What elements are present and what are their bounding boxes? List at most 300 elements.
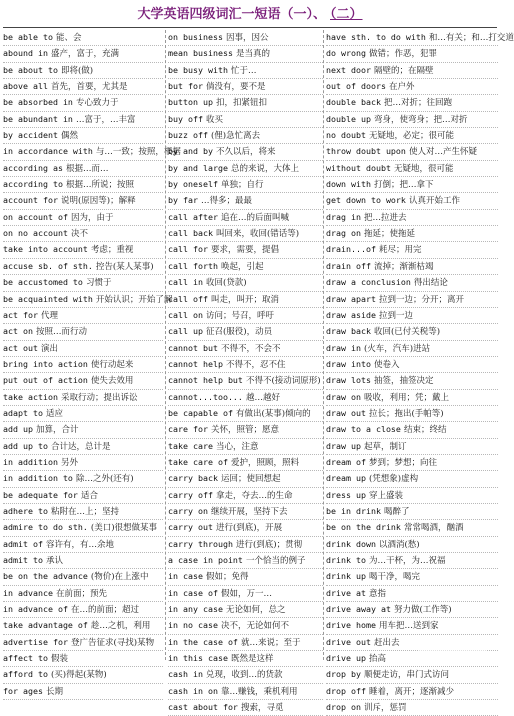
phrase-entry	[168, 471, 323, 487]
phrase-entry	[326, 161, 498, 177]
phrase-english: adhere to	[3, 505, 48, 516]
phrase-entry	[168, 602, 323, 618]
phrase-english: drink to	[326, 555, 366, 565]
phrase-english: buzz off	[168, 130, 208, 141]
phrase-english: on business	[168, 32, 223, 42]
phrase-entry	[3, 341, 163, 357]
phrase-chinese: 认真开始工作	[408, 196, 460, 207]
phrase-english: act out	[3, 342, 38, 353]
phrase-english: cash in	[168, 669, 203, 680]
phrase-entry	[168, 357, 323, 373]
phrase-english: drive up	[326, 653, 366, 664]
phrase-entry	[168, 95, 323, 111]
phrase-entry	[168, 569, 323, 585]
phrase-entry	[326, 210, 498, 226]
phrase-chinese: 在户外	[388, 82, 415, 93]
phrase-entry	[326, 79, 498, 95]
phrase-chinese: 另外	[60, 457, 78, 468]
phrase-entry	[326, 569, 498, 585]
phrase-english: by accident	[3, 130, 58, 141]
phrase-chinese: 合计达，总计是	[50, 441, 111, 452]
phrase-english: cannot but	[168, 342, 218, 353]
phrase-entry	[3, 488, 163, 504]
phrase-entry	[168, 193, 323, 209]
phrase-english: be acquainted with	[3, 293, 93, 304]
phrase-entry	[168, 488, 323, 504]
phrase-entry	[326, 177, 498, 193]
phrase-english: above all	[3, 81, 48, 92]
phrase-english: double up	[326, 113, 371, 124]
phrase-english: but for	[168, 81, 203, 92]
phrase-english: have sth. to do with	[326, 32, 426, 42]
phrase-entry	[3, 618, 163, 634]
phrase-entry	[168, 308, 323, 324]
phrase-entry	[168, 275, 323, 291]
phrase-english: drag on	[326, 228, 361, 239]
phrase-chinese: 结束；终结	[403, 425, 447, 436]
phrase-english: on account of	[3, 211, 68, 222]
phrase-english: be about to	[3, 64, 58, 75]
phrase-entry	[3, 439, 163, 455]
phrase-chinese: (俚)急忙离去	[210, 131, 261, 142]
phrase-entry	[168, 700, 323, 716]
page-title	[0, 4, 500, 26]
phrase-entry	[3, 586, 163, 602]
phrase-english: call up	[168, 326, 203, 337]
phrase-chinese: 因事，因公	[225, 33, 269, 43]
phrase-chinese: 和…有关；和…打交道	[428, 33, 514, 43]
phrase-entry	[3, 63, 163, 79]
phrase-entry	[168, 455, 323, 471]
phrase-chinese: 粘附在…上；坚持	[50, 506, 119, 517]
phrase-chinese: 收买	[205, 114, 223, 125]
phrase-english: in case	[168, 571, 203, 582]
phrase-chinese: 兑现，收到…的货款	[205, 670, 283, 681]
phrase-english: admire to do sth.	[3, 522, 88, 533]
phrase-chinese: 关怀，照管；愿意	[210, 425, 279, 436]
phrase-chinese: 做错；作恶，犯罪	[368, 49, 437, 60]
phrase-chinese: 追在…的后面叫喊	[220, 212, 289, 223]
phrase-english: draw up	[326, 440, 361, 451]
phrase-entry	[326, 292, 498, 308]
phrase-entry	[168, 504, 323, 520]
phrase-entry	[326, 455, 498, 471]
phrase-chinese: 总的来说，大体上	[230, 163, 299, 174]
phrase-english: be capable of	[168, 407, 233, 418]
phrase-entry	[326, 520, 498, 536]
phrase-chinese: 在前面；预先	[55, 588, 107, 599]
phrase-entry	[326, 128, 498, 144]
phrase-entry	[326, 684, 498, 700]
phrase-entry	[3, 292, 173, 308]
phrase-chinese: 扣，扣紧钮扣	[215, 98, 267, 109]
phrase-english: according to	[3, 179, 63, 190]
phrase-entry	[3, 308, 163, 324]
phrase-english: drive home	[326, 620, 376, 631]
phrase-english: advertise for	[3, 636, 68, 647]
phrase-chinese: 越…越好	[245, 392, 280, 403]
phrase-entry	[3, 651, 163, 667]
phrase-english: be absorbed in	[3, 97, 73, 108]
phrase-english: act on	[3, 326, 33, 337]
phrase-entry	[326, 700, 498, 716]
phrase-chinese: 搜索，寻觅	[240, 703, 284, 714]
phrase-english: abound in	[3, 48, 48, 59]
phrase-entry	[326, 226, 498, 242]
phrase-entry	[326, 341, 498, 357]
phrase-english: drain...of	[326, 244, 376, 255]
phrase-chinese: 拉到一边；分开；离开	[378, 294, 464, 305]
phrase-chinese: 控告(某人某事)	[95, 261, 154, 272]
phrase-entry	[326, 667, 498, 683]
phrase-entry	[3, 144, 181, 160]
phrase-english: cannot help but	[168, 375, 243, 386]
phrase-english: affect to	[3, 653, 48, 664]
phrase-english: draw lots	[326, 375, 371, 386]
phrase-english: in advance	[3, 587, 53, 598]
phrase-entry	[3, 193, 163, 209]
phrase-chinese: 加算，合计	[35, 425, 79, 436]
watermark-overlay	[418, 638, 486, 656]
phrase-chinese: 训斥，惩罚	[363, 703, 407, 714]
phrase-entry	[326, 95, 498, 111]
phrase-chinese: 意指	[368, 588, 386, 599]
phrase-chinese: 进行(到底)，开展	[215, 523, 283, 534]
phrase-entry	[168, 112, 323, 128]
phrase-english: act for	[3, 309, 38, 320]
phrase-english: according as	[3, 162, 63, 173]
phrase-english: carry through	[168, 538, 233, 549]
phrase-english: drag in	[326, 211, 361, 222]
phrase-entry	[3, 324, 163, 340]
phrase-english: call on	[168, 309, 203, 320]
phrase-chinese: 睡着，离开；逐渐减少	[368, 686, 454, 697]
phrase-entry	[3, 422, 163, 438]
phrase-english: be able to	[3, 32, 53, 42]
phrase-chinese: 常常喝酒，酗酒	[403, 523, 464, 534]
phrase-english: drop by	[326, 669, 361, 680]
phrase-entry	[3, 602, 163, 618]
phrase-english: care for	[168, 424, 208, 435]
phrase-chinese: 无疑地，很可能	[393, 163, 454, 174]
phrase-chinese: 征召(服役)，动员	[205, 327, 273, 338]
phrase-chinese: 耗尽；用完	[378, 245, 422, 256]
phrase-chinese: 根据…所说；按照	[65, 180, 134, 191]
phrase-entry	[168, 226, 323, 242]
phrase-entry	[3, 373, 163, 389]
phrase-entry	[168, 406, 323, 422]
column-1	[3, 30, 181, 697]
phrase-english: add up to	[3, 440, 48, 451]
phrase-chinese: 说明(原因等)；解释	[60, 196, 136, 207]
vocabulary-sheet	[3, 27, 514, 714]
phrase-english: draw on	[326, 391, 361, 402]
column-2	[165, 30, 323, 714]
phrase-entry	[3, 112, 163, 128]
phrase-english: by and by	[168, 146, 213, 157]
phrase-chinese: 访问；号召，呼吁	[205, 310, 274, 321]
phrase-english: next door	[326, 64, 371, 75]
phrase-chinese: 爱护，照顾，照料	[230, 457, 299, 468]
phrase-chinese: 抬高	[368, 654, 386, 665]
phrase-english: bring into action	[3, 358, 88, 369]
phrase-entry	[3, 275, 163, 291]
phrase-chinese: 考虑；重视	[90, 245, 134, 256]
phrase-entry	[3, 30, 163, 46]
phrase-entry	[3, 667, 163, 683]
phrase-english: take care	[168, 440, 213, 451]
phrase-entry	[168, 422, 323, 438]
phrase-chinese: (物价)在上涨中	[90, 572, 149, 583]
phrase-chinese: 得出结论	[413, 278, 448, 289]
phrase-chinese: 容许有，有…余地	[45, 539, 114, 550]
phrase-chinese: 喝干净，喝完	[368, 572, 420, 583]
phrase-chinese: 努力做(工作等)	[393, 605, 452, 616]
phrase-entry	[326, 390, 498, 406]
phrase-chinese: 使失去效用	[90, 376, 134, 387]
phrase-entry	[326, 422, 498, 438]
phrase-entry	[168, 586, 323, 602]
title-link[interactable]: （二）	[330, 7, 363, 22]
phrase-chinese: 无疑地，必定；很可能	[368, 131, 454, 142]
phrase-english: draw out	[326, 407, 366, 418]
phrase-english: in addition to	[3, 473, 73, 484]
phrase-chinese: 假如；免得	[205, 572, 249, 583]
phrase-entry	[326, 275, 498, 291]
phrase-entry	[326, 357, 498, 373]
phrase-entry	[168, 667, 323, 683]
phrase-chinese: 不得不，不会不	[220, 343, 281, 354]
phrase-entry	[326, 46, 498, 62]
phrase-entry	[326, 63, 498, 79]
phrase-entry	[3, 537, 163, 553]
phrase-english: be in drink	[326, 505, 381, 516]
phrase-english: dress up	[326, 489, 366, 500]
phrase-chinese: 适应	[45, 408, 63, 419]
phrase-chinese: 能、会	[55, 33, 82, 43]
phrase-entry	[3, 95, 163, 111]
phrase-entry	[168, 537, 323, 553]
phrase-english: drop on	[326, 702, 361, 713]
phrase-english: call in	[168, 277, 203, 288]
phrase-english: carry off	[168, 489, 213, 500]
phrase-entry	[168, 324, 323, 340]
phrase-english: draw to a close	[326, 424, 401, 435]
phrase-chinese: 要求，需要，提倡	[210, 245, 279, 256]
phrase-chinese: 穿上盛装	[368, 490, 403, 501]
phrase-english: drop off	[326, 685, 366, 696]
phrase-entry	[326, 259, 498, 275]
phrase-entry	[168, 684, 323, 700]
phrase-chinese: 为…干杯，为…祝福	[368, 556, 446, 566]
phrase-chinese: 不久以后，将来	[215, 147, 276, 158]
phrase-chinese: 不得不(接动词原形)	[245, 376, 321, 387]
phrase-chinese: 一个恰当的例子	[245, 556, 306, 566]
phrase-english: draw aside	[326, 309, 376, 320]
phrase-chinese: 运回；使回想起	[220, 474, 281, 485]
phrase-chinese: 长期	[45, 686, 63, 697]
phrase-english: button up	[168, 97, 213, 108]
phrase-chinese: 即将(做)	[60, 65, 94, 76]
phrase-chinese: 拖延；使拖延	[363, 229, 415, 240]
phrase-chinese: 收回(贷款)	[205, 278, 247, 289]
phrase-english: call back	[168, 228, 213, 239]
phrase-entry	[168, 651, 323, 667]
phrase-entry	[168, 128, 323, 144]
phrase-english: in the case of	[168, 636, 238, 647]
phrase-entry	[326, 618, 498, 634]
phrase-chinese: 抽签，抽签决定	[373, 376, 434, 387]
phrase-chinese: 趁…之机，利用	[90, 621, 151, 632]
phrase-chinese: 无论如何，总之	[225, 605, 286, 616]
phrase-english: in any case	[168, 604, 223, 615]
phrase-chinese: (火车，汽车)进站	[363, 343, 431, 354]
phrase-english: carry out	[168, 522, 213, 533]
phrase-chinese: 采取行动；提出诉讼	[60, 392, 138, 403]
phrase-entry	[168, 373, 323, 389]
phrase-chinese: 把…对折；往回跑	[383, 98, 452, 109]
phrase-entry	[326, 144, 498, 160]
phrase-english: no doubt	[326, 130, 366, 141]
phrase-entry	[3, 684, 163, 700]
phrase-english: draw in	[326, 342, 361, 353]
phrase-chinese: 收回(已付关税等)	[373, 327, 441, 338]
phrase-chinese: 使行动起来	[90, 359, 134, 370]
phrase-english: admit of	[3, 538, 43, 549]
title-text: 大学英语四级词汇一短语（一）、	[137, 7, 326, 22]
phrase-entry	[3, 635, 163, 651]
phrase-chinese: 首先，首要，尤其是	[50, 82, 128, 93]
phrase-entry	[326, 373, 498, 389]
phrase-chinese: …富于，…丰富	[75, 114, 136, 125]
phrase-chinese: (凭想象)虚构	[368, 474, 419, 485]
phrase-entry	[168, 341, 323, 357]
phrase-english: call forth	[168, 260, 218, 271]
phrase-chinese: 隔壁的；在隔壁	[373, 65, 434, 76]
phrase-english: add up	[3, 424, 33, 435]
phrase-entry	[326, 586, 498, 602]
phrase-chinese: 梦到；梦想；向往	[368, 457, 437, 468]
phrase-english: be adequate for	[3, 489, 78, 500]
phrase-english: account for	[3, 195, 58, 206]
phrase-chinese: 既然是这样	[230, 654, 274, 665]
phrase-chinese: 代理	[40, 310, 58, 321]
phrase-chinese: 单独；自行	[220, 180, 264, 191]
phrase-entry	[3, 520, 163, 536]
phrase-chinese: 拿走，夺去…的生命	[215, 490, 293, 501]
phrase-entry	[3, 242, 163, 258]
phrase-english: in this case	[168, 653, 228, 664]
phrase-entry	[3, 406, 163, 422]
phrase-chinese: 拉到一边	[378, 310, 413, 321]
phrase-chinese: 在…的前面；超过	[70, 605, 139, 616]
phrase-english: cannot...too...	[168, 391, 243, 402]
phrase-chinese: 因为，由于	[70, 212, 114, 223]
phrase-english: throw doubt upon	[326, 146, 406, 157]
phrase-entry	[3, 210, 163, 226]
phrase-entry	[168, 618, 323, 634]
phrase-entry	[326, 439, 498, 455]
phrase-chinese: 盛产，富于，充满	[50, 49, 119, 60]
phrase-entry	[168, 30, 323, 46]
phrase-english: take advantage of	[3, 620, 88, 631]
phrase-entry	[326, 242, 498, 258]
phrase-chinese: 顺便走访，串门式访问	[363, 670, 449, 681]
phrase-chinese: …得多；最最	[200, 196, 252, 207]
phrase-entry	[3, 471, 163, 487]
phrase-chinese: 叫回来，收回(错话等)	[215, 229, 300, 240]
phrase-entry	[3, 390, 163, 406]
phrase-entry	[326, 406, 498, 422]
phrase-english: a case in point	[168, 555, 243, 565]
phrase-chinese: 使人对…产生怀疑	[408, 147, 477, 158]
phrase-english: afford to	[3, 669, 48, 680]
phrase-english: draw apart	[326, 293, 376, 304]
phrase-entry	[168, 79, 323, 95]
phrase-english: in advance of	[3, 604, 68, 615]
phrase-english: dream of	[326, 456, 366, 467]
phrase-english: take into account	[3, 244, 88, 255]
column-3	[323, 30, 514, 714]
phrase-english: draw into	[326, 358, 371, 369]
phrase-entry	[326, 30, 514, 46]
phrase-chinese: 唤起，引起	[220, 261, 264, 272]
phrase-chinese: 倘没有，要不是	[205, 82, 266, 93]
phrase-english: carry back	[168, 473, 218, 484]
phrase-chinese: 赶出去	[373, 637, 400, 648]
phrase-chinese: 是当真的	[235, 49, 270, 60]
phrase-english: be accustomed to	[3, 277, 83, 288]
phrase-english: cash in on	[168, 685, 218, 696]
phrase-entry	[168, 144, 323, 160]
phrase-english: take action	[3, 391, 58, 402]
phrase-chinese: 继续开展，坚持下去	[210, 506, 288, 517]
phrase-english: dream up	[326, 473, 366, 484]
phrase-english: drive at	[326, 587, 366, 598]
phrase-chinese: 与…一致；按照，根据	[95, 147, 181, 158]
phrase-english: without doubt	[326, 162, 391, 173]
phrase-chinese: 决不，无论如何不	[220, 621, 289, 632]
phrase-chinese: 用车把…送到家	[378, 621, 439, 632]
phrase-chinese: 当心，注意	[215, 441, 259, 452]
phrase-english: take care of	[168, 456, 228, 467]
phrase-entry	[3, 259, 163, 275]
phrase-chinese: 忙于…	[230, 65, 257, 76]
phrase-chinese: 吸收，利用；凭；戴上	[363, 392, 449, 403]
phrase-english: buy off	[168, 113, 203, 124]
phrase-entry	[326, 504, 498, 520]
phrase-english: double back	[326, 97, 381, 108]
phrase-entry	[3, 357, 163, 373]
phrase-english: in no case	[168, 620, 218, 631]
phrase-english: draw back	[326, 326, 371, 337]
phrase-english: be busy with	[168, 64, 228, 75]
phrase-english: mean business	[168, 48, 233, 59]
phrase-english: down with	[326, 179, 371, 190]
phrase-chinese: 除…之外(还有)	[75, 474, 134, 485]
phrase-entry	[3, 128, 163, 144]
phrase-chinese: 流掉；渐渐枯竭	[373, 261, 434, 272]
phrase-chinese: (买)得起(某物)	[50, 670, 107, 681]
phrase-chinese: 叫走，叫开；取消	[210, 294, 279, 305]
phrase-english: cast about for	[168, 702, 238, 713]
phrase-english: by far	[168, 195, 198, 206]
phrase-chinese: 喝醉了	[383, 506, 410, 517]
phrase-chinese: 开始认识；开始了解	[95, 294, 173, 305]
phrase-english: cannot help	[168, 358, 223, 369]
phrase-entry	[3, 553, 163, 569]
phrase-chinese: 登广告征求(寻找)某物	[70, 637, 155, 648]
